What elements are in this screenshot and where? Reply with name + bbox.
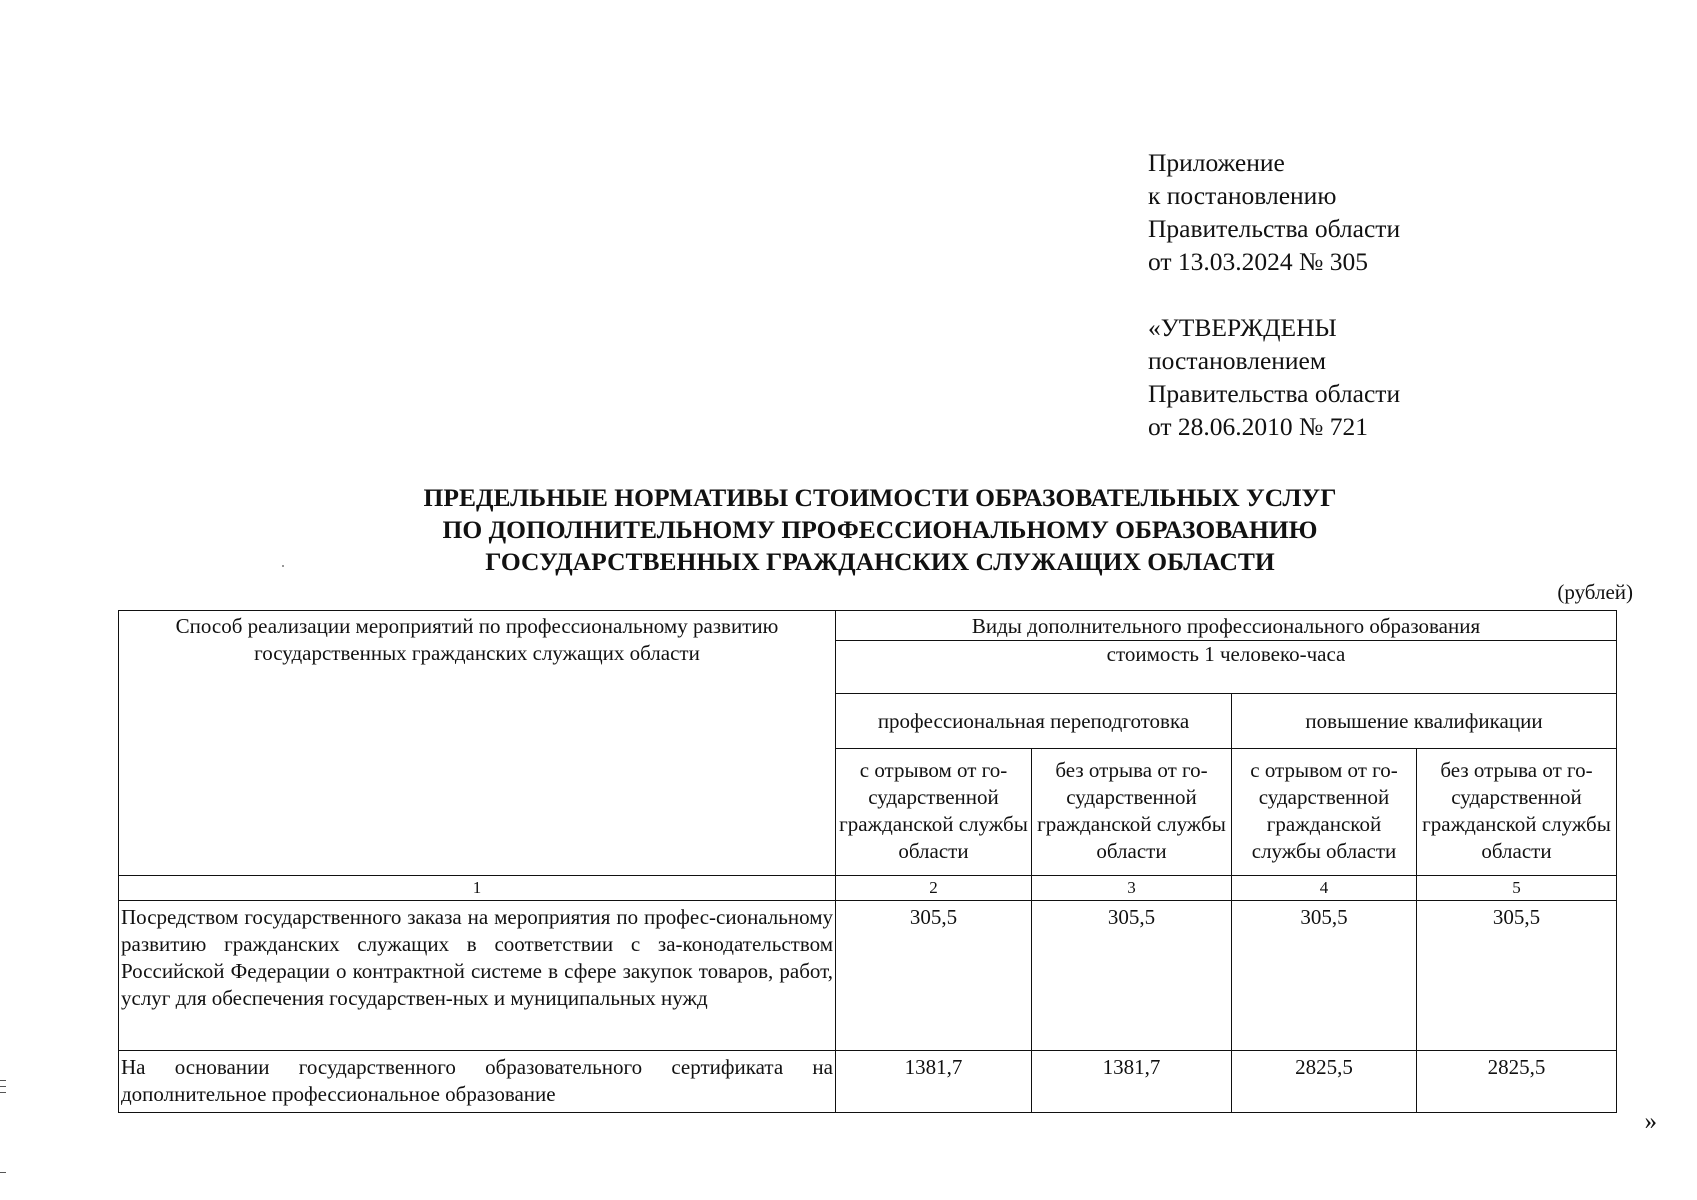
cost-norms-table xyxy=(118,610,1617,1113)
appendix-line: Приложение xyxy=(1148,148,1285,177)
header-qualification-full-time: с отрывом от го-сударственной гражданской службы области xyxy=(1232,749,1417,876)
appendix-block xyxy=(1148,146,1400,278)
column-number: 2 xyxy=(836,876,1032,901)
header-retraining-part-time: без отрыва от го-сударственной гражданской службы области xyxy=(1032,749,1232,876)
scan-edge-mark xyxy=(0,1172,6,1173)
header-qualification-part-time: без отрыва от го-сударственной гражданской службы области xyxy=(1417,749,1617,876)
header-retraining: профессиональная переподготовка xyxy=(836,694,1232,749)
document-title xyxy=(200,482,1560,578)
table-row xyxy=(119,901,1617,1051)
appendix-line: Правительства области xyxy=(1148,214,1401,243)
approval-line: постановлением xyxy=(1148,346,1327,375)
column-number: 3 xyxy=(1032,876,1232,901)
closing-quote: » xyxy=(1644,1108,1657,1135)
title-line: ПРЕДЕЛЬНЫЕ НОРМАТИВЫ СТОИМОСТИ ОБРАЗОВАТЕЛЬНЫХ УСЛУГ xyxy=(423,483,1337,512)
approval-block xyxy=(1148,311,1400,443)
row-value: 305,5 xyxy=(1232,901,1417,1051)
scan-edge-mark xyxy=(0,1086,6,1087)
row-value: 2825,5 xyxy=(1417,1051,1617,1113)
header-qualification: повышение квалификации xyxy=(1232,694,1617,749)
row-label: Посредством государственного заказа на мероприятия по профес-сиональному развитию гражданских служащих в соответствии с за-конодательством Российской Федерации о контрактной системе в сфере закупок товаров, работ, услуг для обеспечения государствен-ных и муниципальных нужд xyxy=(119,901,836,1051)
scan-edge-mark xyxy=(0,1092,6,1093)
scan-dust-mark xyxy=(282,565,284,567)
row-value: 305,5 xyxy=(1417,901,1617,1051)
row-label: На основании государственного образовательного сертификата на дополнительное профессиональное образование xyxy=(119,1051,836,1113)
units-label: (рублей) xyxy=(1557,580,1633,604)
approval-line: «УТВЕРЖДЕНЫ xyxy=(1148,313,1337,342)
title-line: ПО ДОПОЛНИТЕЛЬНОМУ ПРОФЕССИОНАЛЬНОМУ ОБРАЗОВАНИЮ xyxy=(442,515,1318,544)
column-number: 5 xyxy=(1417,876,1617,901)
column-number: 1 xyxy=(119,876,836,901)
approval-line: Правительства области xyxy=(1148,379,1401,408)
title-line: ГОСУДАРСТВЕННЫХ ГРАЖДАНСКИХ СЛУЖАЩИХ ОБЛАСТИ xyxy=(485,547,1275,576)
header-method: Способ реализации мероприятий по профессиональному развитию государственных гражданских служащих области xyxy=(119,611,836,876)
column-number: 4 xyxy=(1232,876,1417,901)
appendix-line: к постановлению xyxy=(1148,181,1337,210)
row-value: 1381,7 xyxy=(1032,1051,1232,1113)
row-value: 305,5 xyxy=(1032,901,1232,1051)
header-education-types: Виды дополнительного профессионального образования xyxy=(836,611,1617,641)
table-row xyxy=(119,1051,1617,1113)
header-retraining-full-time: с отрывом от го-сударственной гражданской службы области xyxy=(836,749,1032,876)
row-value: 2825,5 xyxy=(1232,1051,1417,1113)
approval-line: от 28.06.2010 № 721 xyxy=(1148,412,1369,441)
header-cost-per-hour: стоимость 1 человеко-часа xyxy=(836,641,1617,694)
appendix-line: от 13.03.2024 № 305 xyxy=(1148,247,1369,276)
row-value: 305,5 xyxy=(836,901,1032,1051)
scan-edge-mark xyxy=(0,1080,6,1081)
row-value: 1381,7 xyxy=(836,1051,1032,1113)
column-number-row xyxy=(119,876,1617,901)
